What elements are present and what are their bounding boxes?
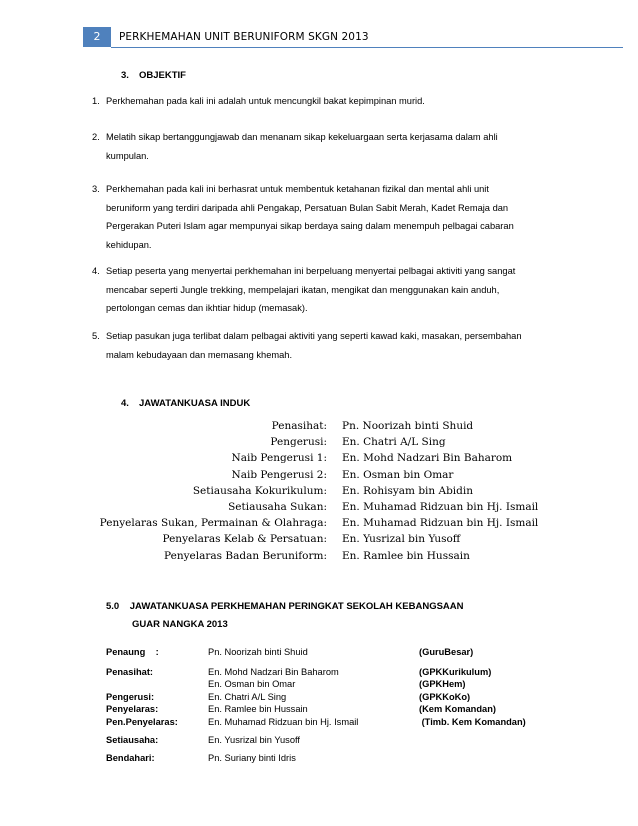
camp-committee-title: (Kem Komandan)	[419, 704, 496, 714]
section-4-heading	[121, 398, 250, 409]
committee-row	[90, 499, 610, 515]
committee-row	[90, 548, 610, 564]
camp-committee-title: (GPKKurikulum)	[419, 667, 492, 677]
camp-committee-role: Penyelaras:	[106, 704, 159, 714]
section-5-title-line-2: GUAR NANGKA 2013	[132, 619, 228, 630]
camp-committee-title: (Timb. Kem Komandan)	[419, 717, 526, 727]
main-committee	[90, 418, 610, 564]
section-5-title-line-1: 5.0 JAWATANKUASA PERKHEMAHAN PERINGKAT SEKOLAH KEBANGSAAN	[106, 601, 464, 612]
objective-line: Setiap peserta yang menyertai perkhemahan ini berpeluang menyertai pelbagai aktiviti yang sangat	[106, 266, 516, 276]
objective-item	[92, 128, 572, 165]
camp-committee-role: Penasihat:	[106, 667, 154, 677]
committee-role: Penyelaras Kelab & Persatuan:	[162, 533, 327, 546]
objective-item	[92, 262, 572, 318]
section-3-heading	[121, 70, 186, 81]
objective-number: 4.	[92, 266, 100, 276]
header-title: PERKHEMAHAN UNIT BERUNIFORM SKGN 2013	[119, 31, 369, 43]
camp-committee-role: Setiausaha:	[106, 735, 159, 745]
committee-row	[90, 467, 610, 483]
committee-role: Penyelaras Sukan, Permainan & Olahraga:	[99, 517, 327, 530]
committee-member-name: En. Ramlee bin Hussain	[342, 549, 470, 562]
camp-committee-name: En. Yusrizal bin Yusoff	[208, 735, 301, 745]
committee-member-name: En. Rohisyam bin Abidin	[342, 484, 474, 497]
objective-number: 2.	[92, 132, 100, 142]
page-header	[83, 27, 623, 47]
objective-line: Perkhemahan pada kali ini berhasrat untuk membentuk ketahanan fizikal dan mental ahli unit	[106, 184, 489, 194]
objective-item	[92, 180, 572, 254]
objective-number: 3.	[92, 184, 100, 194]
committee-member-name: En. Mohd Nadzari Bin Baharom	[342, 452, 513, 465]
objective-line: Pergerakan Puteri Islam agar mempunyai sikap berdaya saing dalam menempuh pelbagai cabaran	[106, 221, 514, 231]
camp-committee-name: En. Chatri A/L Sing	[208, 692, 287, 702]
committee-role: Naib Pengerusi 1:	[231, 452, 327, 465]
committee-role: Penyelaras Badan Beruniform:	[164, 549, 327, 562]
committee-member-name: En. Muhamad Ridzuan bin Hj. Ismail	[342, 500, 539, 513]
camp-committee-name: En. Muhamad Ridzuan bin Hj. Ismail	[208, 717, 359, 727]
committee-row	[90, 450, 610, 466]
camp-committee-title: (GPKKoKo)	[419, 692, 471, 702]
objective-item	[92, 92, 572, 111]
section-4-number: 4.	[121, 398, 129, 409]
committee-row	[90, 531, 610, 547]
objective-number: 5.	[92, 331, 100, 341]
section-4-title: JAWATANKUASA INDUK	[139, 398, 251, 409]
section-5-heading	[106, 598, 464, 634]
objective-line: Setiap pasukan juga terlibat dalam pelbagai aktiviti yang seperti kawad kaki, masakan, persembahan	[106, 331, 522, 341]
objective-line: Perkhemahan pada kali ini adalah untuk mencungkil bakat kepimpinan murid.	[106, 96, 425, 106]
committee-member-name: En. Muhamad Ridzuan bin Hj. Ismail	[342, 517, 539, 530]
committee-row	[90, 515, 610, 531]
committee-role: Pengerusi:	[270, 436, 327, 449]
header-rule	[111, 47, 623, 48]
committee-role: Setiausaha Kokurikulum:	[192, 484, 327, 497]
committee-row	[90, 483, 610, 499]
objective-line: kumpulan.	[106, 150, 149, 161]
committee-member-name: Pn. Noorizah binti Shuid	[342, 420, 474, 432]
committee-role: Penasihat:	[271, 420, 327, 432]
committee-role: Setiausaha Sukan:	[228, 500, 327, 513]
page-number: 2	[83, 27, 111, 47]
committee-row	[90, 418, 610, 434]
objective-line: kehidupan.	[106, 239, 152, 250]
camp-committee-name: En. Ramlee bin Hussain	[208, 704, 308, 714]
camp-committee-role: Bendahari:	[106, 753, 155, 763]
camp-committee-name: En. Osman bin Omar	[208, 679, 296, 689]
objective-line: beruniform yang terdiri daripada ahli Pengakap, Persatuan Bulan Sabit Merah, Kadet Remaja dan	[106, 202, 509, 213]
objective-number: 1.	[92, 96, 100, 106]
objective-line: malam kebudayaan dan memasang khemah.	[106, 349, 293, 360]
camp-committee-title: (GPKHem)	[419, 679, 466, 689]
committee-member-name: En. Osman bin Omar	[342, 468, 454, 481]
objective-line: mencabar seperti Jungle trekking, mempelajari ikatan, mengikat dan menggunakan kain anduh,	[106, 284, 500, 295]
camp-committee-title: (GuruBesar)	[419, 647, 474, 657]
section-3-number: 3.	[121, 70, 129, 81]
objective-line: Melatih sikap bertanggungjawab dan menanam sikap kekeluargaan serta kerjasama dalam ahli	[106, 132, 498, 142]
committee-role: Naib Pengerusi 2:	[231, 468, 327, 481]
camp-committee-role: Pengerusi:	[106, 692, 155, 702]
camp-committee-role: Pen.Penyelaras:	[106, 717, 178, 727]
camp-committee-name: En. Mohd Nadzari Bin Baharom	[208, 667, 339, 677]
committee-member-name: En. Chatri A/L Sing	[342, 436, 446, 449]
camp-committee-role: Penaung :	[106, 647, 159, 657]
committee-row	[90, 434, 610, 450]
committee-member-name: En. Yusrizal bin Yusoff	[342, 533, 461, 546]
section-3-title: OBJEKTIF	[139, 70, 186, 81]
objective-item	[92, 327, 572, 364]
camp-committee-name: Pn. Noorizah binti Shuid	[208, 647, 308, 657]
camp-committee-name: Pn. Suriany binti Idris	[208, 753, 296, 763]
objective-line: pertolongan cemas dan ikhtiar hidup (memasak).	[106, 303, 308, 313]
